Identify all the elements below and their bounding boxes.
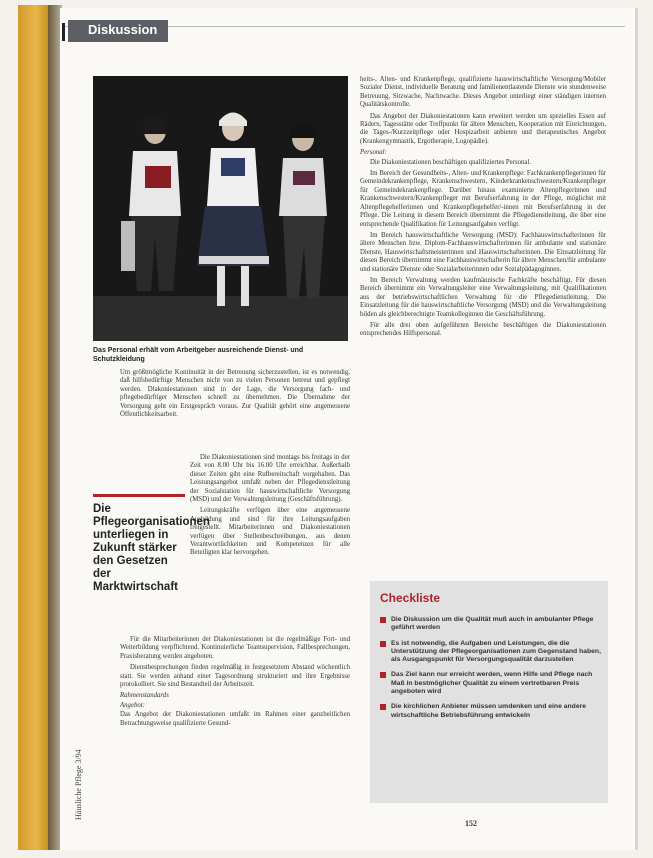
- paragraph: Im Bereich hauswirtschaftliche Versorgung (MSD): Fachhauswirtschafterinnen für ältere Menschen bzw. Diplom-Fachhauswirtschafterinnen für ambulante und stationäre Dienste, Hauswirtschaftsmeisterinnen und Hauswirtschafterinnen. Die Einsatzleitung für diesen Bereich übernimmt eine Fachhauswirtschafterin für ältere Menschen/für ambulante und stationäre Dienste oder Sozialarbeiterinnen oder Sozialpädagoginnen.: [360, 231, 606, 273]
- left-column-lower: [120, 636, 350, 731]
- bullet-square-icon: [380, 704, 386, 710]
- subheading: Rahmenstandards: [120, 692, 169, 700]
- paragraph: Dienstbesprechungen finden regelmäßig in festgesetztem Abstand wöchentlich statt. Sie werden anhand einer Tagesordnung strukturiert und ihre Ergebnisse protokolliert. Sie sind Bestandteil der Arbeitszeit.: [120, 664, 350, 689]
- book-spine: [18, 5, 48, 850]
- paragraph: Für die Mitarbeiterinnen der Diakoniestationen ist die regelmäßige Fort- und Weiterbildung verpflichtend. Kontinuierliche Teamsupervision, Fallbesprechungen, Praxisberatung werden angeboten.: [120, 636, 350, 660]
- checklist-item-text: Die kirchlichen Anbieter müssen umdenken und eine andere wirtschaftliche Betriebsführung entwickeln: [391, 703, 587, 719]
- paragraph: Leitungskräfte verfügen über eine angemessene Ausbildung und sind für ihre Leitungsaufgaben freigestellt. Mitarbeiterinnen und Diakoniestationen verfügen über Stellenbeschreibungen, aus denen Verantwortlichkeiten und Kompetenzen für alle Beteiligten klar hervorgehen.: [190, 507, 350, 557]
- checklist-item: [380, 671, 602, 696]
- header-marker: [62, 23, 65, 41]
- bullet-square-icon: [380, 617, 386, 623]
- checklist-item-text: Das Ziel kann nur erreicht werden, wenn Hilfe und Pflege nach Maß in bestmöglicher Qualität zu einem vertretbaren Preis angeboten wird: [391, 671, 593, 696]
- checklist-items: [380, 616, 602, 727]
- checklist-item: [380, 640, 602, 665]
- pull-quote: Die Pflegeorganisationen unterliegen in Zukunft stärker den Gesetzen der Marktwirtschaft: [93, 494, 185, 594]
- paragraph: Im Bereich Verwaltung werden kaufmännische Fachkräfte beschäftigt. Für diesen Bereich übernimmt ein Verwaltungsleiter eine Verwaltungsleitung, mit Qualifikationen aus der betriebswirtschaftlichen Verwaltung für die Pflegedienstleitung. Die Einsatzleitung für die hauswirtschaftliche Versorgung (MSD) und die Verwaltungsleitung bilden als gleichberechtigte Teamkolleginnen die Geschäftsführung.: [360, 276, 606, 318]
- left-column-narrow: [190, 454, 350, 561]
- fashion-photo: [93, 76, 348, 341]
- checklist-item-text: Die Diskussion um die Qualität muß auch in ambulanter Pflege geführt werden: [391, 616, 594, 632]
- paragraph: Das Angebot der Diakoniestationen kann erweitert werden um spezielles Essen auf Rädern, Tagesstätte oder Treffpunkt für ältere Menschen, Kooperation mit Einrichtungen, die Tages-/Kurzzeitpflege oder Hospizarbeit anbieten und therapeutisches Angebot (Krankengymnastik, Ergotherapie, Logopädie).: [360, 112, 606, 145]
- journal-label: [74, 700, 86, 820]
- subheading: Personal:: [360, 149, 387, 157]
- left-column-intro: [120, 369, 350, 422]
- paragraph: Das Angebot der Diakoniestationen umfaßt im Rahmen einer ganzheitlichen Betrachtungsweise qualifizierte Gesund-: [120, 711, 350, 727]
- checklist-item: [380, 703, 602, 720]
- subheading: Angebot:: [120, 701, 145, 709]
- checklist-item-text: Es ist notwendig, die Aufgaben und Leistungen, die die Unterstützung der Pflegeorganisationen zum Gegenstand haben, als Ausgangspunkt für Versorgungsqualität darzustellen: [391, 639, 601, 664]
- checklist-item: [380, 616, 602, 633]
- checklist-box: [370, 581, 608, 803]
- paragraph: Um größtmögliche Kontinuität in der Betreuung sicherzustellen, ist es notwendig, daß hilfsbedürftige Menschen nicht von zu vielen Personen betreut und gepflegt werden. Diakoniestationen sind in der Lage, die Versorgung fach- und pflegebedürftiger Menschen schnell zu übernehmen. Die Übernahme der Versorgung geht ein Erstgespräch voraus. Zur Qualität gehört eine angemessene Öffentlichkeitsarbeit.: [120, 369, 350, 419]
- page-number: 152: [465, 819, 477, 828]
- checklist-title: Checkliste: [380, 591, 441, 605]
- runway-models-image: [93, 76, 348, 341]
- journal-name: Häusliche Pflege 3/94: [74, 749, 83, 820]
- paragraph: Die Diakoniestationen sind montags bis freitags in der Zeit von 8.00 Uhr bis 16.00 Uhr erreichbar. Außerhalb dieser Zeiten gibt eine Rufbereitschaft vorgehalten. Das Leistungsangebot umfaßt neben der Pflegedienstleitung der Sozialstation für hauswirtschaftliche Versorgung (MSD) und der Verwaltungsleitung (Geschäftsführung).: [190, 454, 350, 504]
- section-header: [62, 20, 625, 42]
- photo-caption: Das Personal erhält vom Arbeitgeber ausreichende Dienst- und Schutzkleidung: [93, 347, 304, 363]
- bullet-square-icon: [380, 641, 386, 647]
- right-column: [360, 76, 606, 342]
- paragraph: Im Bereich der Gesundheits-, Alten- und Krankenpflege: Fachkrankenpflegerinnen für Gemeindekrankenpflege, Krankenschwestern, Kinderkrankenschwestern/Krankenpfleger für Gemeindekrankenpflege. Darüber hinaus examinierte Altenpflegerinnen und Krankenschwestern/Krankenpfleger mit Berufserfahrung in der Pflege, möglichst mit Altenpflegehelferinnen und Krankenpflegehelfer/-innen mit Berufserfahrung in der Pflege. Die Leitung in diesem Bereich übernimmt die Pflegedienstleitung, die über eine entsprechende Qualifikation für Leitungsaufgaben verfügt.: [360, 170, 606, 228]
- section-title: Diskussion: [88, 22, 158, 37]
- paragraph: Für alle drei oben aufgeführten Bereiche beschäftigen die Diakoniestationen entsprechendes Hilfspersonal.: [360, 321, 606, 338]
- paragraph: heits-, Alten- und Krankenpflege, qualifizierte hauswirtschaftliche Versorgung/Mobiler Sozialer Dienst, individuelle Beratung und familienentlastende Dienste wie stundenweise Betreuung, Sitzwache, Nachtwache. Dieses Angebot unterliegt einer ständigen internen Qualitätskontrolle.: [360, 76, 606, 109]
- bullet-square-icon: [380, 672, 386, 678]
- paragraph: Die Diakoniestationen beschäftigen qualifiziertes Personal.: [370, 158, 531, 166]
